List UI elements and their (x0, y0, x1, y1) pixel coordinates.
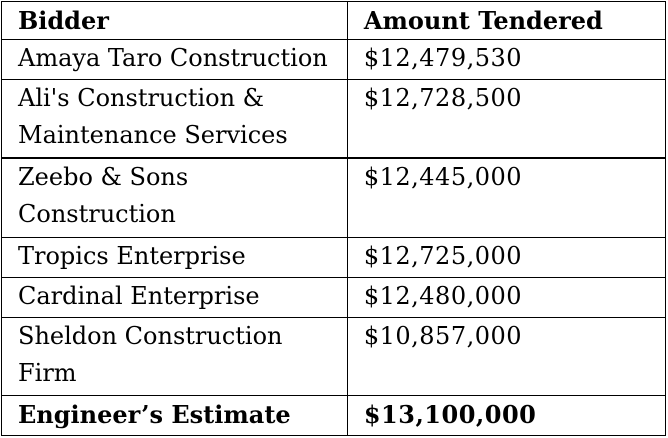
table-row (2, 317, 666, 396)
table-row (2, 158, 666, 237)
bid-table (1, 1, 666, 436)
amount-tendered: $12,728,500 (347, 79, 665, 158)
engineers-estimate-row (2, 396, 666, 436)
engineers-estimate-amount: $13,100,000 (347, 396, 665, 436)
table-row (2, 79, 666, 158)
table-row (2, 277, 666, 317)
amount-tendered: $10,857,000 (347, 317, 665, 396)
header-bidder: Bidder (2, 2, 348, 40)
amount-tendered: $12,480,000 (347, 277, 665, 317)
amount-tendered: $12,725,000 (347, 237, 665, 277)
amount-tendered: $12,445,000 (347, 158, 665, 237)
bidder-name: Sheldon Construction Firm (2, 317, 348, 396)
table-row (2, 237, 666, 277)
bidder-name: Tropics Enterprise (2, 237, 348, 277)
amount-tendered: $12,479,530 (347, 40, 665, 80)
bidder-name: Cardinal Enterprise (2, 277, 348, 317)
engineers-estimate-label: Engineer’s Estimate (2, 396, 348, 436)
bidder-name: Ali's Construction & Maintenance Services (2, 79, 348, 158)
table-row (2, 40, 666, 80)
bidder-name: Zeebo & Sons Construction (2, 158, 348, 237)
header-amount-tendered: Amount Tendered (347, 2, 665, 40)
table-header (2, 2, 666, 40)
header-row (2, 2, 666, 40)
table-body (2, 40, 666, 436)
bidder-name: Amaya Taro Construction (2, 40, 348, 80)
